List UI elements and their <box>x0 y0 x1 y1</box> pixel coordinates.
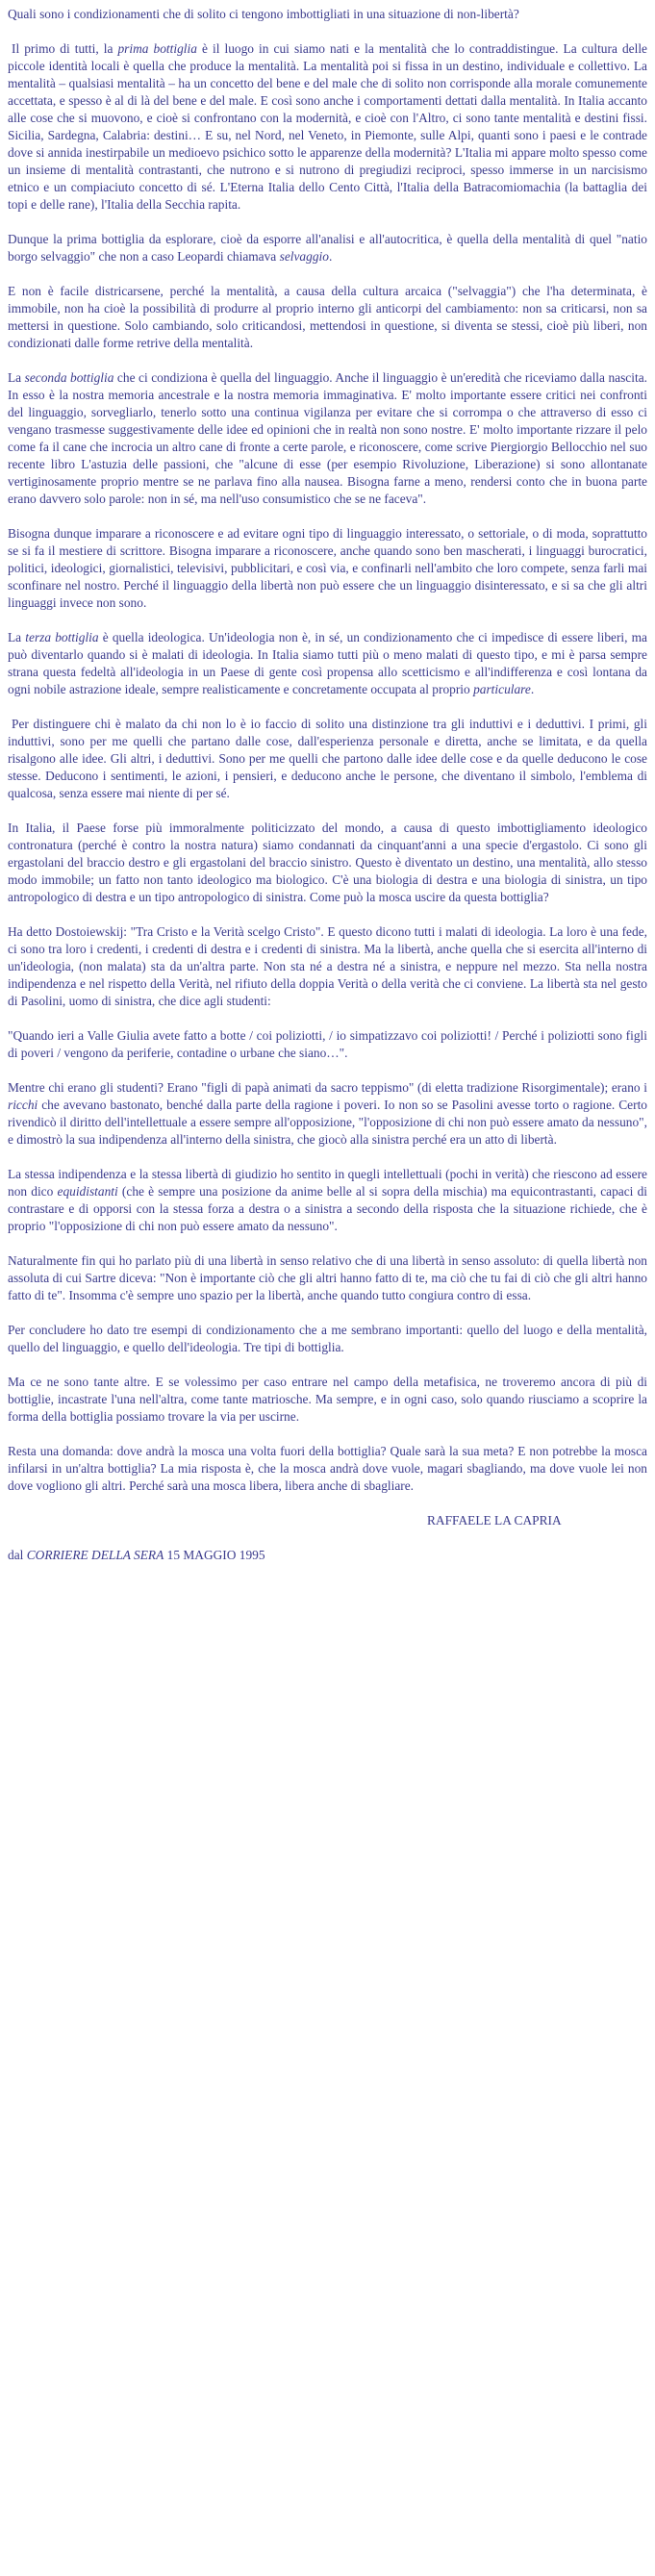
paragraph-text: è quella ideologica. Un'ideologia non è, in sé, un condizionamento che ci impedisce di essere liberi, ma può diventarlo quando si è malati di ideologia. In Italia siamo tutti più o meno malati di questo tipo, e mi è parsa sempre strana questa fedeltà all'ideologia in un Paese di gente così propensa allo scetticismo e all'indifferenza e così lontana da ogni nobile astrazione ideale, sempre realisticamente e concretamente occupata al proprio <box>8 630 647 696</box>
article-paragraph <box>8 1252 647 1304</box>
italic-text: particulare <box>473 682 531 696</box>
paragraph-text: è il luogo in cui siamo nati e la mentalità che lo contraddistingue. La cultura delle piccole identità locali è quella che produce la mentalità. La mentalità poi si fissa in un destino, individuale e collettivo. La mentalità – qualsiasi mentalità – ha un concetto del bene e del male che di solito non corrisponde alla morale comunemente accettata, e spesso è al di là del bene e del male. E così sono anche i comportamenti dettati dalla mentalità. In Italia accanto alle cose che si muovono, e cioè si confrontano con la modernità, e cioè con l'Altro, ci sono tante mentalità e destini fissi. Sicilia, Sardegna, Calabria: destini… E su, nel Nord, nel Veneto, in Piemonte, sulle Alpi, quanti sono i paesi e le contrade dove si annida inestirpabile un medioevo psichico sotto le apparenze della modernità? L'Italia mi appare molto spesso come un insieme di mentalità contrastanti, che nutrono e si nutrono di pregiudizi reciproci, spesso immerse in un narcisismo etnico e un compiaciuto concetto di sé. L'Eterna Italia dello Cento Città, l'Italia della Batracomiomachia (la battaglia dei topi e delle rane), l'Italia della Secchia rapita. <box>8 41 647 212</box>
italic-text: equidistanti <box>57 1184 118 1199</box>
paragraph-text: La <box>8 370 25 385</box>
paragraph-text: Resta una domanda: dove andrà la mosca una volta fuori della bottiglia? Quale sarà la sua meta? E non potrebbe la mosca infilarsi in un'altra bottiglia? La mia risposta è, che la mosca andrà dove vuole, magari sbagliando, ma dove vuole lei non dove vogliono gli altri. Perché sarà una mosca libera, libera anche di sbagliare. <box>8 1444 647 1493</box>
paragraph-text: In Italia, il Paese forse più immoralmente politicizzato del mondo, a causa di questo imbottigliamento ideologico contronatura (perché è contro la nostra natura) siamo condannati da cinquant'anni a una specie d'ergastolo. Ci sono gli ergastolani del braccio destro e gli ergastolani del braccio sinistro. Questo è diventato un destino, una mentalità, allo stesso modo immobile; un fatto non tanto ideologico ma biologico. C'è una biologia di destra e una biologia di sinistra, un tipo antropologico di destra e un tipo antropologico di sinistra. Come può la mosca uscire da questa bottiglia? <box>8 821 647 904</box>
paragraph-text: Per distinguere chi è malato da chi non lo è io faccio di solito una distinzione tra gli induttivi e i deduttivi. I primi, gli induttivi, sono per me quelli che partano dalle cose, dall'esperienza personale e diretta, anche se limitata, e da quella risalgono alle idee. Gli altri, i deduttivi. Sono per me quelli che partono dalle idee delle cose e da quelle deducono le cose stesse. Deducono i sentimenti, le azioni, i pensieri, e deducono anche le persone, che diventano il simbolo, l'emblema di qualcosa, senza essere mai niente di per sé. <box>8 717 647 800</box>
paragraph-text: Bisogna dunque imparare a riconoscere e ad evitare ogni tipo di linguaggio interessato, o settoriale, o di moda, soprattutto se si fa il mestiere di scrittore. Bisogna imparare a riconoscere, anche quando sono ben mascherati, i linguaggi burocratici, politici, ideologici, giornalistici, televisivi, pubblicitari, e così via, e confinarli nell'ambito che loro compete, senza farli mai sconfinare nel nostro. Perché il linguaggio della libertà non può essere che un linguaggio disinteressato, e si sa che gli altri linguaggi invece non sono. <box>8 526 647 610</box>
article-paragraph <box>8 369 647 508</box>
paragraph-text: Dunque la prima bottiglia da esplorare, cioè da esporre all'analisi e all'autocritica, è quella della mentalità di quel "natio borgo selvaggio" che non a caso Leopardi chiamava <box>8 232 647 264</box>
italic-text: terza bottiglia <box>25 630 99 644</box>
paragraph-text: La <box>8 630 26 644</box>
paragraph-text: La stessa indipendenza e la stessa libertà di giudizio ho sentito in quegli intellettuali (pochi in verità) che riescono ad essere non dico <box>8 1167 647 1199</box>
article-paragraph <box>8 283 647 352</box>
paragraph-text: Il primo di tutti, la <box>12 41 118 56</box>
italic-text: selvaggio <box>279 249 329 264</box>
article-paragraph <box>8 231 647 265</box>
paragraph-text: Naturalmente fin qui ho parlato più di una libertà in senso relativo che di una libertà in senso assoluto: di quella libertà non assoluta di cui Sartre diceva: "Non è importante ciò che gli altri hanno fatto di te, ma ciò che tu fai di ciò che gli altri hanno fatto di te". Insomma c'è sempre uno spazio per la libertà, anche quando tutto congiura contro di essa. <box>8 1253 647 1302</box>
italic-text: seconda bottiglia <box>24 370 114 385</box>
article-paragraph <box>8 525 647 612</box>
paragraph-text: E non è facile districarsene, perché la mentalità, a causa della cultura arcaica ("selvaggia") che l'ha determinata, è immobile, non ha cioè la possibilità di produrre al proprio interno gli anticorpi del cambiamento: non sa criticarsi, non sa mettersi in questione. Solo cambiando, solo criticandosi, mettendosi in questione, si diventa se stessi, cioè più liberi, non condizionati dalle forme retrive della mentalità. <box>8 284 647 350</box>
article-paragraph <box>8 923 647 1010</box>
author-signature: RAFFAELE LA CAPRIA <box>427 1513 562 1528</box>
article-paragraph <box>8 716 647 802</box>
paragraph-text: che ci condiziona è quella del linguaggio. Anche il linguaggio è un'eredità che riceviamo dalla nascita. In esso è la nostra memoria ancestrale e la nostra memoria immaginativa. E' molto importante essere critici nei confronti del linguaggio, sorvegliarlo, tenerlo sotto una continua vigilanza per evitare che si corrompa o che attraverso di esso ci vengano trasmesse suggestivamente delle idee ed opinioni che in realtà non sono nostre. E' molto importante rizzare il pelo come fa il cane che incrocia un altro cane di fronte a certe parole, e riconoscere, come scrive Piergiorgio Bellocchio nel suo recente libro L'astuzia delle passioni, che "alcune di esse (per esempio Rivoluzione, Liberazione) si sono allontanate vertiginosamente proprio mentre se ne parlava fino alla nausea. Bisogna farne a meno, rendersi conto che in buona parte erano davvero solo parole: non in sé, ma nell'uso consumistico che se ne faceva". <box>8 370 647 506</box>
paragraph-text: . <box>530 682 535 696</box>
paragraph-text: Quali sono i condizionamenti che di solito ci tengono imbottigliati in una situazione di non-libertà? <box>8 7 519 21</box>
paragraph-text: Ha detto Dostoiewskij: "Tra Cristo e la Verità scelgo Cristo". E questo dicono tutti i malati di ideologia. La loro è una fede, ci sono tra loro i credenti, i credenti di destra e i credenti di sinistra. Ma la libertà, anche quella che si esercita all'interno di un'ideologia, (non malata) sta da un'altra parte. Non sta né a destra né a sinistra, e neppure nel mezzo. Sta nella nostra indipendenza e nel rispetto della Verità, nel rifiuto della doppia Verità o della verità che ci conviene. La libertà sta nel gesto di Pasolini, uomo di sinistra, che dice agli studenti: <box>8 924 647 1008</box>
article-paragraph <box>8 1322 647 1356</box>
italic-text: prima bottiglia <box>117 41 197 56</box>
article-paragraph <box>8 1027 647 1062</box>
paragraph-text: Ma ce ne sono tante altre. E se volessimo per caso entrare nel campo della metafisica, ne troveremo ancora di più di bottiglie, incastrate l'una nell'altra, come tante matriosche. Ma sempre, e in ogni caso, solo quando riusciamo a scoprire la forma della bottiglia possiamo trovare la via per uscirne. <box>8 1375 647 1424</box>
paragraph-text: "Quando ieri a Valle Giulia avete fatto a botte / coi poliziotti, / io simpatizzavo coi poliziotti! / Perché i poliziotti sono figli di poveri / vengono da periferie, contadine o urbane che siano…". <box>8 1028 647 1060</box>
publication-name: CORRIERE DELLA SERA <box>26 1548 164 1562</box>
source-prefix: dal <box>8 1548 27 1562</box>
article-body <box>8 6 647 1495</box>
article-paragraph <box>8 1374 647 1426</box>
article-paragraph <box>8 6 647 23</box>
article-paragraph <box>8 820 647 906</box>
article-paragraph <box>8 629 647 698</box>
article-paragraph <box>8 1166 647 1235</box>
article-paragraph <box>8 40 647 214</box>
paragraph-text: che avevano bastonato, benché dalla parte della ragione i poveri. Io non so se Pasolini avesse torto o ragione. Certo rivendicò il diritto dell'intellettuale a essere sempre all'opposizione, "l'opposizione di chi non può essere amato da nessuno", e dimostrò la sua indipendenza all'interno della sinistra, che giocò alla sinistra perché era un atto di libertà. <box>8 1098 647 1147</box>
source-line <box>8 1547 647 1564</box>
article-paragraph <box>8 1443 647 1495</box>
paragraph-text: Per concludere ho dato tre esempi di condizionamento che a me sembrano importanti: quello del luogo e della mentalità, quello del linguaggio, e quello dell'ideologia. Tre tipi di bottiglia. <box>8 1323 647 1354</box>
paragraph-text: Mentre chi erano gli studenti? Erano "figli di papà animati da sacro teppismo" (di eletta tradizione Risorgimentale); erano i <box>8 1080 647 1095</box>
italic-text: ricchi <box>8 1098 38 1112</box>
publication-date: 15 MAGGIO 1995 <box>164 1548 265 1562</box>
article-paragraph <box>8 1079 647 1149</box>
paragraph-text: . <box>328 249 333 264</box>
paragraph-text: (che è sempre una posizione da anime belle al si sopra della mischia) ma equicontrastanti, capaci di contrastare e di opporsi con la stessa forza a destra o a sinistra a secondo della risposta che la situazione richiede, che è proprio "l'opposizione di chi non può essere amato da nessuno". <box>8 1184 647 1233</box>
